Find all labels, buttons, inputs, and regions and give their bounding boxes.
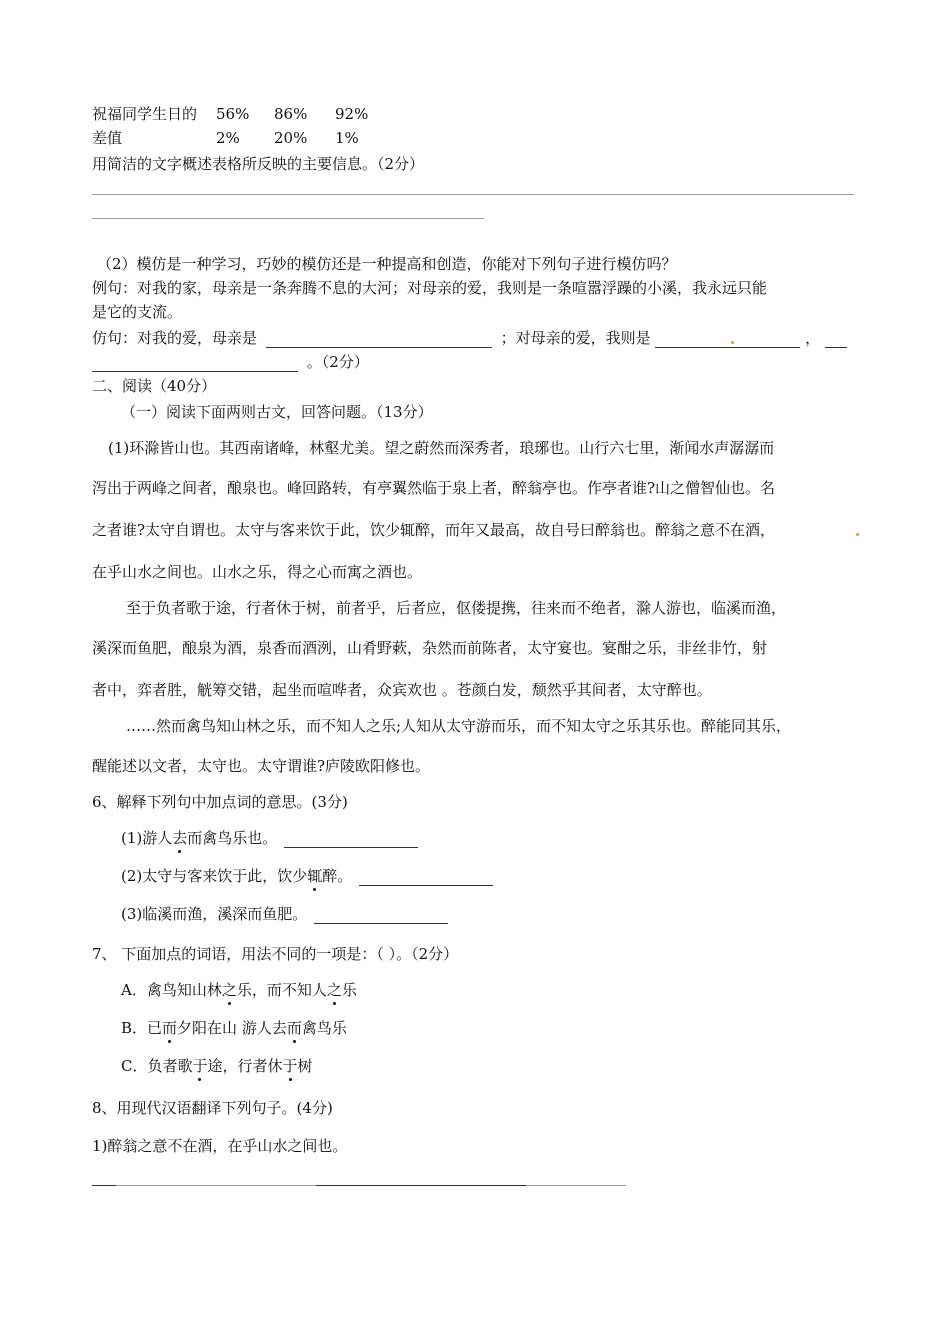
blank-field[interactable] xyxy=(284,831,418,848)
q7-text: 夕阳在山 游人去 xyxy=(177,1019,287,1037)
ink-mark xyxy=(731,341,734,344)
ink-mark xyxy=(856,533,859,536)
section-title: 二、阅读（40分） xyxy=(92,377,217,395)
q6-item-1 xyxy=(121,828,418,848)
q2-imitate-comma: ， xyxy=(805,329,821,347)
question-summary: 用简洁的文字概述表格所反映的主要信息。（2分） xyxy=(92,155,425,173)
q6-item-2 xyxy=(121,866,493,886)
dotted-char: 之 xyxy=(326,981,342,999)
dotted-char: 去 xyxy=(172,829,188,847)
q6-title: 6、解释下列句中加点词的意思。(3分) xyxy=(92,793,348,811)
passage-line: 泻出于两峰之间者，酿泉也。峰回路转，有亭翼然临于泉上者，醉翁亭也。作亭者谁?山之僧智仙也。名 xyxy=(92,479,776,497)
dotted-char: 之 xyxy=(221,981,237,999)
q2-imitate-cont xyxy=(92,352,369,372)
passage-line: 溪深而鱼肥，酿泉为酒，泉香而酒洌，山肴野蔌，杂然而前陈者，太守宴也。宴酣之乐，非丝非竹，射 xyxy=(92,639,768,657)
q7-text: B．已 xyxy=(121,1019,163,1037)
q7-text: 树 xyxy=(297,1057,313,1075)
passage-line: (1)环滁皆山也。其西南诸峰，林壑尤美。望之蔚然而深秀者，琅琊也。山行六七里，渐闻水声潺潺而 xyxy=(108,439,775,457)
q2-example: 例句：对我的家，母亲是一条奔腾不息的大河；对母亲的爱，我则是一条喧嚣浮躁的小溪，我永远只能 xyxy=(92,279,768,297)
dotted-char: 而 xyxy=(162,1019,178,1037)
blank-field[interactable] xyxy=(825,331,847,348)
q7-text: 乐，而不知人 xyxy=(236,981,327,999)
table-cell: 1% xyxy=(335,129,359,147)
q7-option-c[interactable] xyxy=(121,1056,313,1076)
q7-option-a[interactable] xyxy=(121,980,357,1000)
passage-line: ……然而禽鸟知山林之乐，而不知人之乐;人知从太守游而乐，而不知太守之乐其乐也。醉能同其乐， xyxy=(126,717,792,735)
answer-line[interactable] xyxy=(526,1185,626,1186)
answer-line[interactable] xyxy=(92,218,484,219)
table-row1-label: 祝福同学生日的 xyxy=(92,105,198,123)
q2-example-cont: 是它的支流。 xyxy=(92,303,183,321)
passage-line: 在乎山水之间也。山水之乐，得之心而寓之酒也。 xyxy=(92,563,423,581)
answer-line[interactable] xyxy=(116,1185,316,1186)
q7-text: 禽鸟乐 xyxy=(301,1019,347,1037)
dotted-char: 于 xyxy=(192,1057,208,1075)
table-row2-label: 差值 xyxy=(92,129,123,147)
q7-title: 7、 下面加点的词语，用法不同的一项是：（ ）。（2分） xyxy=(92,945,459,963)
table-cell: 56% xyxy=(216,105,250,123)
blank-field[interactable] xyxy=(314,907,448,924)
q2-imitate-middle: ；对母亲的爱，我则是 xyxy=(500,329,651,347)
q6-text: 醉。 xyxy=(322,867,353,885)
table-cell: 2% xyxy=(216,129,240,147)
q8-title: 8、用现代汉语翻译下列句子。(4分) xyxy=(92,1099,333,1117)
answer-line[interactable] xyxy=(92,1185,116,1186)
answer-line[interactable] xyxy=(316,1185,526,1186)
dotted-char: 辄 xyxy=(307,867,323,885)
passage-line: 者中，弈者胜，觥筹交错，起坐而喧哗者，众宾欢也 。苍颜白发，颓然乎其间者，太守醉也。 xyxy=(92,681,712,699)
q7-option-b[interactable] xyxy=(121,1018,347,1038)
dotted-char: 于 xyxy=(282,1057,298,1075)
q7-text: 途，行者休 xyxy=(207,1057,283,1075)
q7-text: 乐 xyxy=(341,981,357,999)
q6-text: 而禽鸟乐也。 xyxy=(187,829,278,847)
passage-line: 之者谁?太守自谓也。太守与客来饮于此，饮少辄醉，而年又最高，故自号曰醉翁也。醉翁之意不在酒， xyxy=(92,521,776,539)
passage-line: 醒能述以文者，太守也。太守谓谁?庐陵欧阳修也。 xyxy=(92,757,431,775)
answer-line[interactable] xyxy=(92,194,854,195)
q6-item-3 xyxy=(121,904,448,924)
blank-field[interactable] xyxy=(92,355,298,372)
q8-sentence: 1)醉翁之意不在酒，在乎山水之间也。 xyxy=(92,1137,348,1155)
q2-imitate-end: 。（2分） xyxy=(306,353,369,371)
q2-intro: （2）模仿是一种学习，巧妙的模仿还是一种提高和创造，你能对下列句子进行模仿吗？ xyxy=(97,255,677,273)
dotted-char: 而 xyxy=(286,1019,302,1037)
table-cell: 92% xyxy=(335,105,369,123)
blank-field[interactable] xyxy=(359,869,493,886)
table-cell: 86% xyxy=(274,105,308,123)
q6-text: (3)临溪而渔，溪深而鱼肥。 xyxy=(121,905,308,923)
subsection-title: （一）阅读下面两则古文，回答问题。（13分） xyxy=(121,403,433,421)
q2-imitate-line xyxy=(92,328,847,348)
q6-text: (2)太守与客来饮于此，饮少 xyxy=(121,867,308,885)
q2-imitate-prefix: 仿句：对我的爱，母亲是 xyxy=(92,329,258,347)
blank-field[interactable] xyxy=(655,331,800,348)
table-cell: 20% xyxy=(274,129,308,147)
blank-field[interactable] xyxy=(266,331,492,348)
q6-text: (1)游人 xyxy=(121,829,173,847)
passage-line: 至于负者歌于途，行者休于树，前者乎，后者应，伛偻提携，往来而不绝者，滁人游也，临溪而渔， xyxy=(126,599,787,617)
q7-text: A．禽鸟知山林 xyxy=(121,981,222,999)
q7-text: C．负者歌 xyxy=(121,1057,193,1075)
